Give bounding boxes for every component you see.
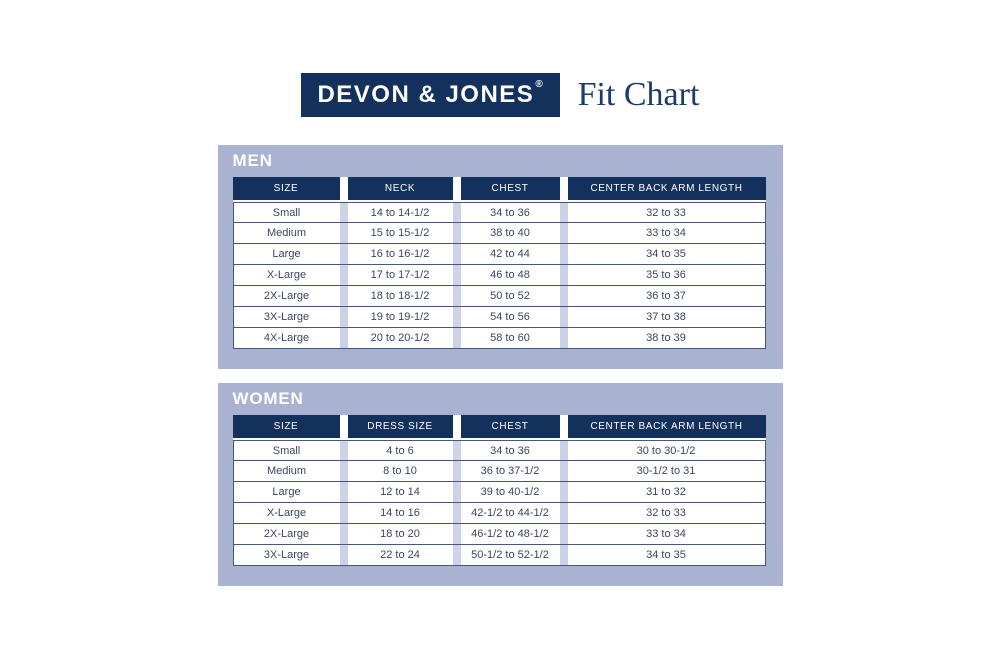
- table-cell: 18 to 20: [348, 524, 453, 545]
- brand-header: [0, 73, 1000, 117]
- table-cell: 38 to 39: [568, 328, 766, 349]
- column-gap: [560, 328, 568, 349]
- column-gap: [560, 244, 568, 265]
- table-cell: 14 to 14-1/2: [348, 202, 453, 223]
- column-gap: [453, 328, 461, 349]
- column-gap: [340, 223, 348, 244]
- table-cell: 12 to 14: [348, 482, 453, 503]
- table-cell: 32 to 33: [568, 503, 766, 524]
- column-header: NECK: [348, 177, 453, 202]
- table-cell: X-Large: [233, 503, 340, 524]
- table-cell: 14 to 16: [348, 503, 453, 524]
- column-gap: [453, 177, 461, 202]
- table-cell: X-Large: [233, 265, 340, 286]
- table-cell: Medium: [233, 461, 340, 482]
- devon-jones-logo: [301, 73, 560, 117]
- column-gap: [453, 545, 461, 566]
- column-gap: [340, 482, 348, 503]
- column-gap: [453, 482, 461, 503]
- table-cell: 2X-Large: [233, 286, 340, 307]
- table-cell: 31 to 32: [568, 482, 766, 503]
- column-gap: [340, 177, 348, 202]
- women-size-panel: [218, 383, 783, 586]
- table-cell: 46-1/2 to 48-1/2: [461, 524, 560, 545]
- table-cell: 36 to 37-1/2: [461, 461, 560, 482]
- table-cell: 15 to 15-1/2: [348, 223, 453, 244]
- table-cell: 19 to 19-1/2: [348, 307, 453, 328]
- column-gap: [560, 223, 568, 244]
- table-cell: 32 to 33: [568, 202, 766, 223]
- table-cell: Medium: [233, 223, 340, 244]
- column-gap: [340, 244, 348, 265]
- table-cell: 54 to 56: [461, 307, 560, 328]
- column-gap: [340, 415, 348, 440]
- table-cell: 33 to 34: [568, 524, 766, 545]
- column-gap: [453, 265, 461, 286]
- table-cell: 39 to 40-1/2: [461, 482, 560, 503]
- column-gap: [340, 286, 348, 307]
- column-gap: [560, 545, 568, 566]
- table-cell: 36 to 37: [568, 286, 766, 307]
- column-gap: [340, 503, 348, 524]
- column-gap: [340, 440, 348, 461]
- table-cell: 33 to 34: [568, 223, 766, 244]
- registered-trademark-icon: ®: [535, 79, 543, 90]
- page-title: Fit Chart: [577, 76, 700, 113]
- column-gap: [560, 286, 568, 307]
- table-cell: 30 to 30-1/2: [568, 440, 766, 461]
- men-section-title: MEN: [232, 151, 273, 170]
- column-gap: [453, 286, 461, 307]
- table-cell: 34 to 35: [568, 545, 766, 566]
- table-cell: 34 to 36: [461, 440, 560, 461]
- column-gap: [340, 307, 348, 328]
- women-section-title: WOMEN: [232, 389, 304, 408]
- column-gap: [560, 307, 568, 328]
- table-cell: 58 to 60: [461, 328, 560, 349]
- column-gap: [340, 265, 348, 286]
- table-cell: 34 to 36: [461, 202, 560, 223]
- table-cell: Small: [233, 440, 340, 461]
- column-header: SIZE: [233, 415, 340, 440]
- column-gap: [340, 328, 348, 349]
- column-gap: [340, 461, 348, 482]
- table-cell: 42 to 44: [461, 244, 560, 265]
- column-gap: [560, 177, 568, 202]
- column-gap: [453, 440, 461, 461]
- column-gap: [453, 307, 461, 328]
- column-gap: [560, 482, 568, 503]
- column-header: SIZE: [233, 177, 340, 202]
- men-size-table: [233, 177, 766, 349]
- column-gap: [340, 524, 348, 545]
- women-size-table: [233, 415, 766, 566]
- table-cell: 46 to 48: [461, 265, 560, 286]
- column-header: CENTER BACK ARM LENGTH: [568, 177, 766, 202]
- table-cell: 22 to 24: [348, 545, 453, 566]
- column-gap: [560, 202, 568, 223]
- column-gap: [453, 503, 461, 524]
- column-gap: [453, 202, 461, 223]
- table-cell: Large: [233, 482, 340, 503]
- column-gap: [453, 244, 461, 265]
- column-gap: [453, 461, 461, 482]
- column-header: CHEST: [461, 177, 560, 202]
- table-cell: 4 to 6: [348, 440, 453, 461]
- table-cell: 50 to 52: [461, 286, 560, 307]
- table-cell: 37 to 38: [568, 307, 766, 328]
- table-cell: 16 to 16-1/2: [348, 244, 453, 265]
- table-cell: Large: [233, 244, 340, 265]
- table-cell: 18 to 18-1/2: [348, 286, 453, 307]
- men-size-panel: [218, 145, 783, 369]
- column-gap: [453, 524, 461, 545]
- column-gap: [560, 503, 568, 524]
- column-gap: [560, 461, 568, 482]
- table-cell: 30-1/2 to 31: [568, 461, 766, 482]
- column-gap: [340, 545, 348, 566]
- column-gap: [560, 415, 568, 440]
- table-cell: 35 to 36: [568, 265, 766, 286]
- column-gap: [560, 524, 568, 545]
- column-header: CHEST: [461, 415, 560, 440]
- table-cell: 3X-Large: [233, 307, 340, 328]
- table-cell: 3X-Large: [233, 545, 340, 566]
- column-header: DRESS SIZE: [348, 415, 453, 440]
- column-gap: [560, 265, 568, 286]
- table-cell: 17 to 17-1/2: [348, 265, 453, 286]
- table-cell: 42-1/2 to 44-1/2: [461, 503, 560, 524]
- table-cell: 20 to 20-1/2: [348, 328, 453, 349]
- table-cell: 34 to 35: [568, 244, 766, 265]
- table-cell: 50-1/2 to 52-1/2: [461, 545, 560, 566]
- table-cell: 2X-Large: [233, 524, 340, 545]
- column-gap: [453, 415, 461, 440]
- column-gap: [453, 223, 461, 244]
- column-header: CENTER BACK ARM LENGTH: [568, 415, 766, 440]
- column-gap: [340, 202, 348, 223]
- logo-text: DEVON & JONES: [317, 81, 535, 108]
- table-cell: 38 to 40: [461, 223, 560, 244]
- table-cell: 4X-Large: [233, 328, 340, 349]
- column-gap: [560, 440, 568, 461]
- table-cell: 8 to 10: [348, 461, 453, 482]
- table-cell: Small: [233, 202, 340, 223]
